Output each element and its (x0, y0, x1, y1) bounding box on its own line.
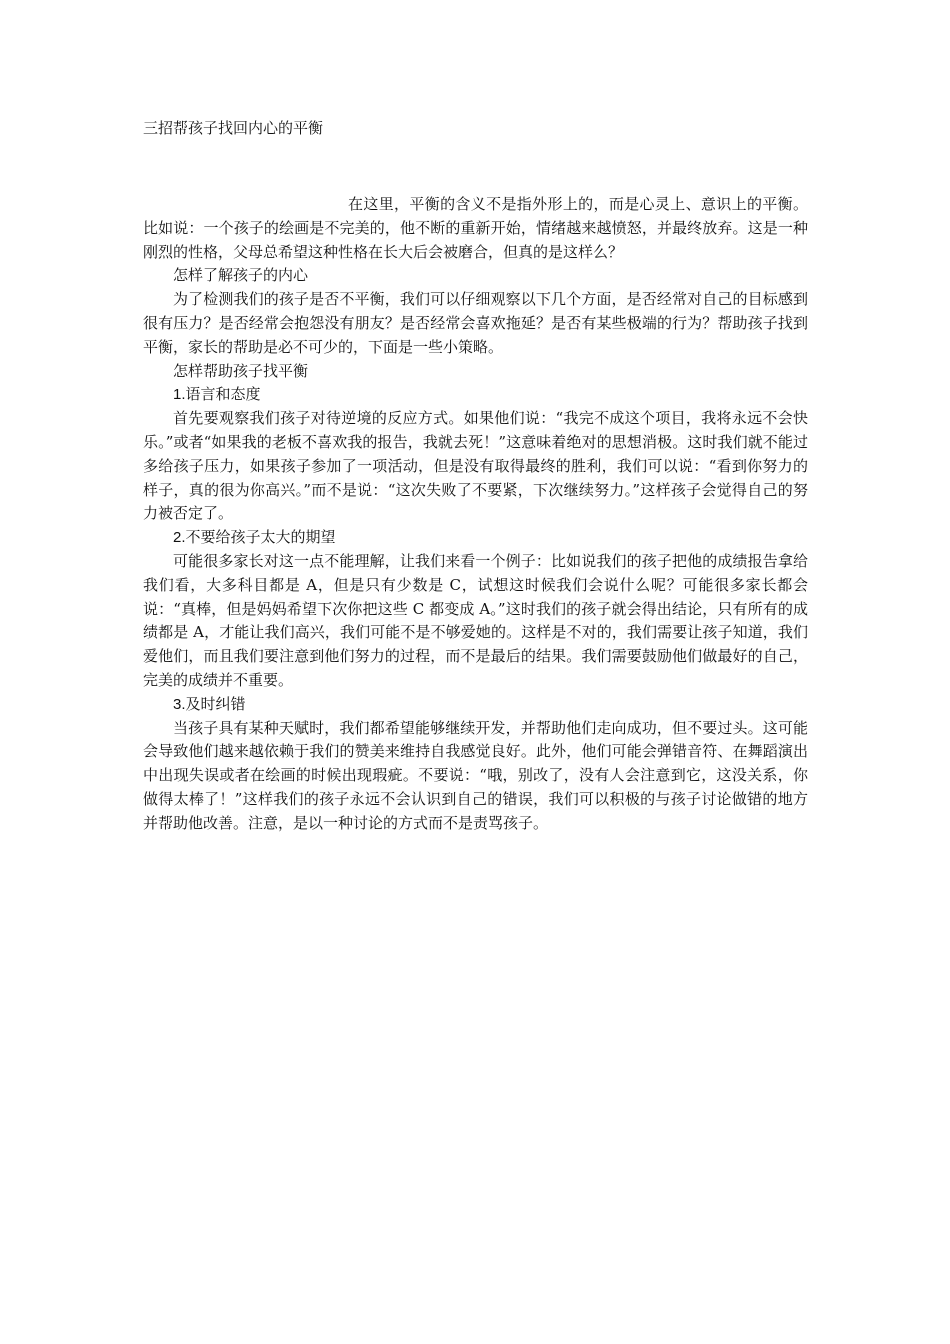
section-3-number: 3. (173, 695, 186, 713)
paragraph-language-attitude: 首先要观察我们孩子对待逆境的反应方式。如果他们说：“我完不成这个项目，我将永远不会快乐。”或者“如果我的老板不喜欢我的报告，我就去死！”这意味着绝对的思想消极。这时我们就不能过多给孩子压力，如果孩子参加了一项活动，但是没有取得最终的胜利，我们可以说：“看到你努力的样子，真的很为你高兴。”而不是说：“这次失败了不要紧，下次继续努力。”这样孩子会觉得自己的努力被否定了。 (143, 409, 808, 523)
section-3-title: 及时纠错 (185, 694, 246, 713)
paragraph-detect-imbalance: 为了检测我们的孩子是否不平衡，我们可以仔细观察以下几个方面，是否经常对自己的目标感到很有压力？是否经常会抱怨没有朋友？是否经常会喜欢拖延？是否有某些极端的行为？帮助孩子找到平衡，家长的帮助是必不可少的，下面是一些小策略。 (143, 290, 808, 356)
heading-help-balance: 怎样帮助孩子找平衡 (173, 361, 309, 380)
intro-paragraph: 在这里，平衡的含义不是指外形上的，而是心灵上、意识上的平衡。比如说：一个孩子的绘画是不完美的，他不断的重新开始，情绪越来越愤怒，并最终放弃。这是一种刚烈的性格，父母总希望这种性格在长大后会被磨合，但真的是这样么？ (143, 195, 808, 261)
section-3-heading (143, 693, 808, 717)
paragraph-expectations: 可能很多家长对这一点不能理解，让我们来看一个例子：比如说我们的孩子把他的成绩报告拿给我们看，大多科目都是 A，但是只有少数是 C，试想这时候我们会说什么呢？可能很多家长都会说：“真棒，但是妈妈希望下次你把这些 C 都变成 A。”这时我们的孩子就会得出结论，只有所有的成绩都是 A，才能让我们高兴，我们可能不是不够爱她的。这样是不对的，我们需要让孩子知道，我们爱他们，而且我们要注意到他们努力的过程，而不是最后的结果。我们需要鼓励他们做最好的自己，完美的成绩并不重要。 (143, 551, 808, 689)
section-1-number: 1. (173, 386, 186, 404)
section-1-title: 语言和态度 (185, 385, 261, 404)
section-2-number: 2. (173, 529, 186, 547)
heading-understand-inner: 怎样了解孩子的内心 (173, 266, 309, 285)
document-body (143, 193, 808, 836)
document-title: 三招帮孩子找回内心的平衡 (143, 119, 324, 137)
section-2-title: 不要给孩子太大的期望 (185, 528, 336, 547)
section-1-heading (143, 383, 808, 407)
paragraph-correct-errors: 当孩子具有某种天赋时，我们都希望能够继续开发，并帮助他们走向成功，但不要过头。这可能会导致他们越来越依赖于我们的赞美来维持自我感觉良好。此外，他们可能会弹错音符、在舞蹈演出中出现失误或者在绘画的时候出现瑕疵。不要说：“哦，别改了，没有人会注意到它，这没关系，你做得太棒了！”这样我们的孩子永远不会认识到自己的错误，我们可以积极的与孩子讨论做错的地方并帮助他改善。注意，是以一种讨论的方式而不是责骂孩子。 (143, 718, 808, 832)
section-2-heading (143, 526, 808, 550)
